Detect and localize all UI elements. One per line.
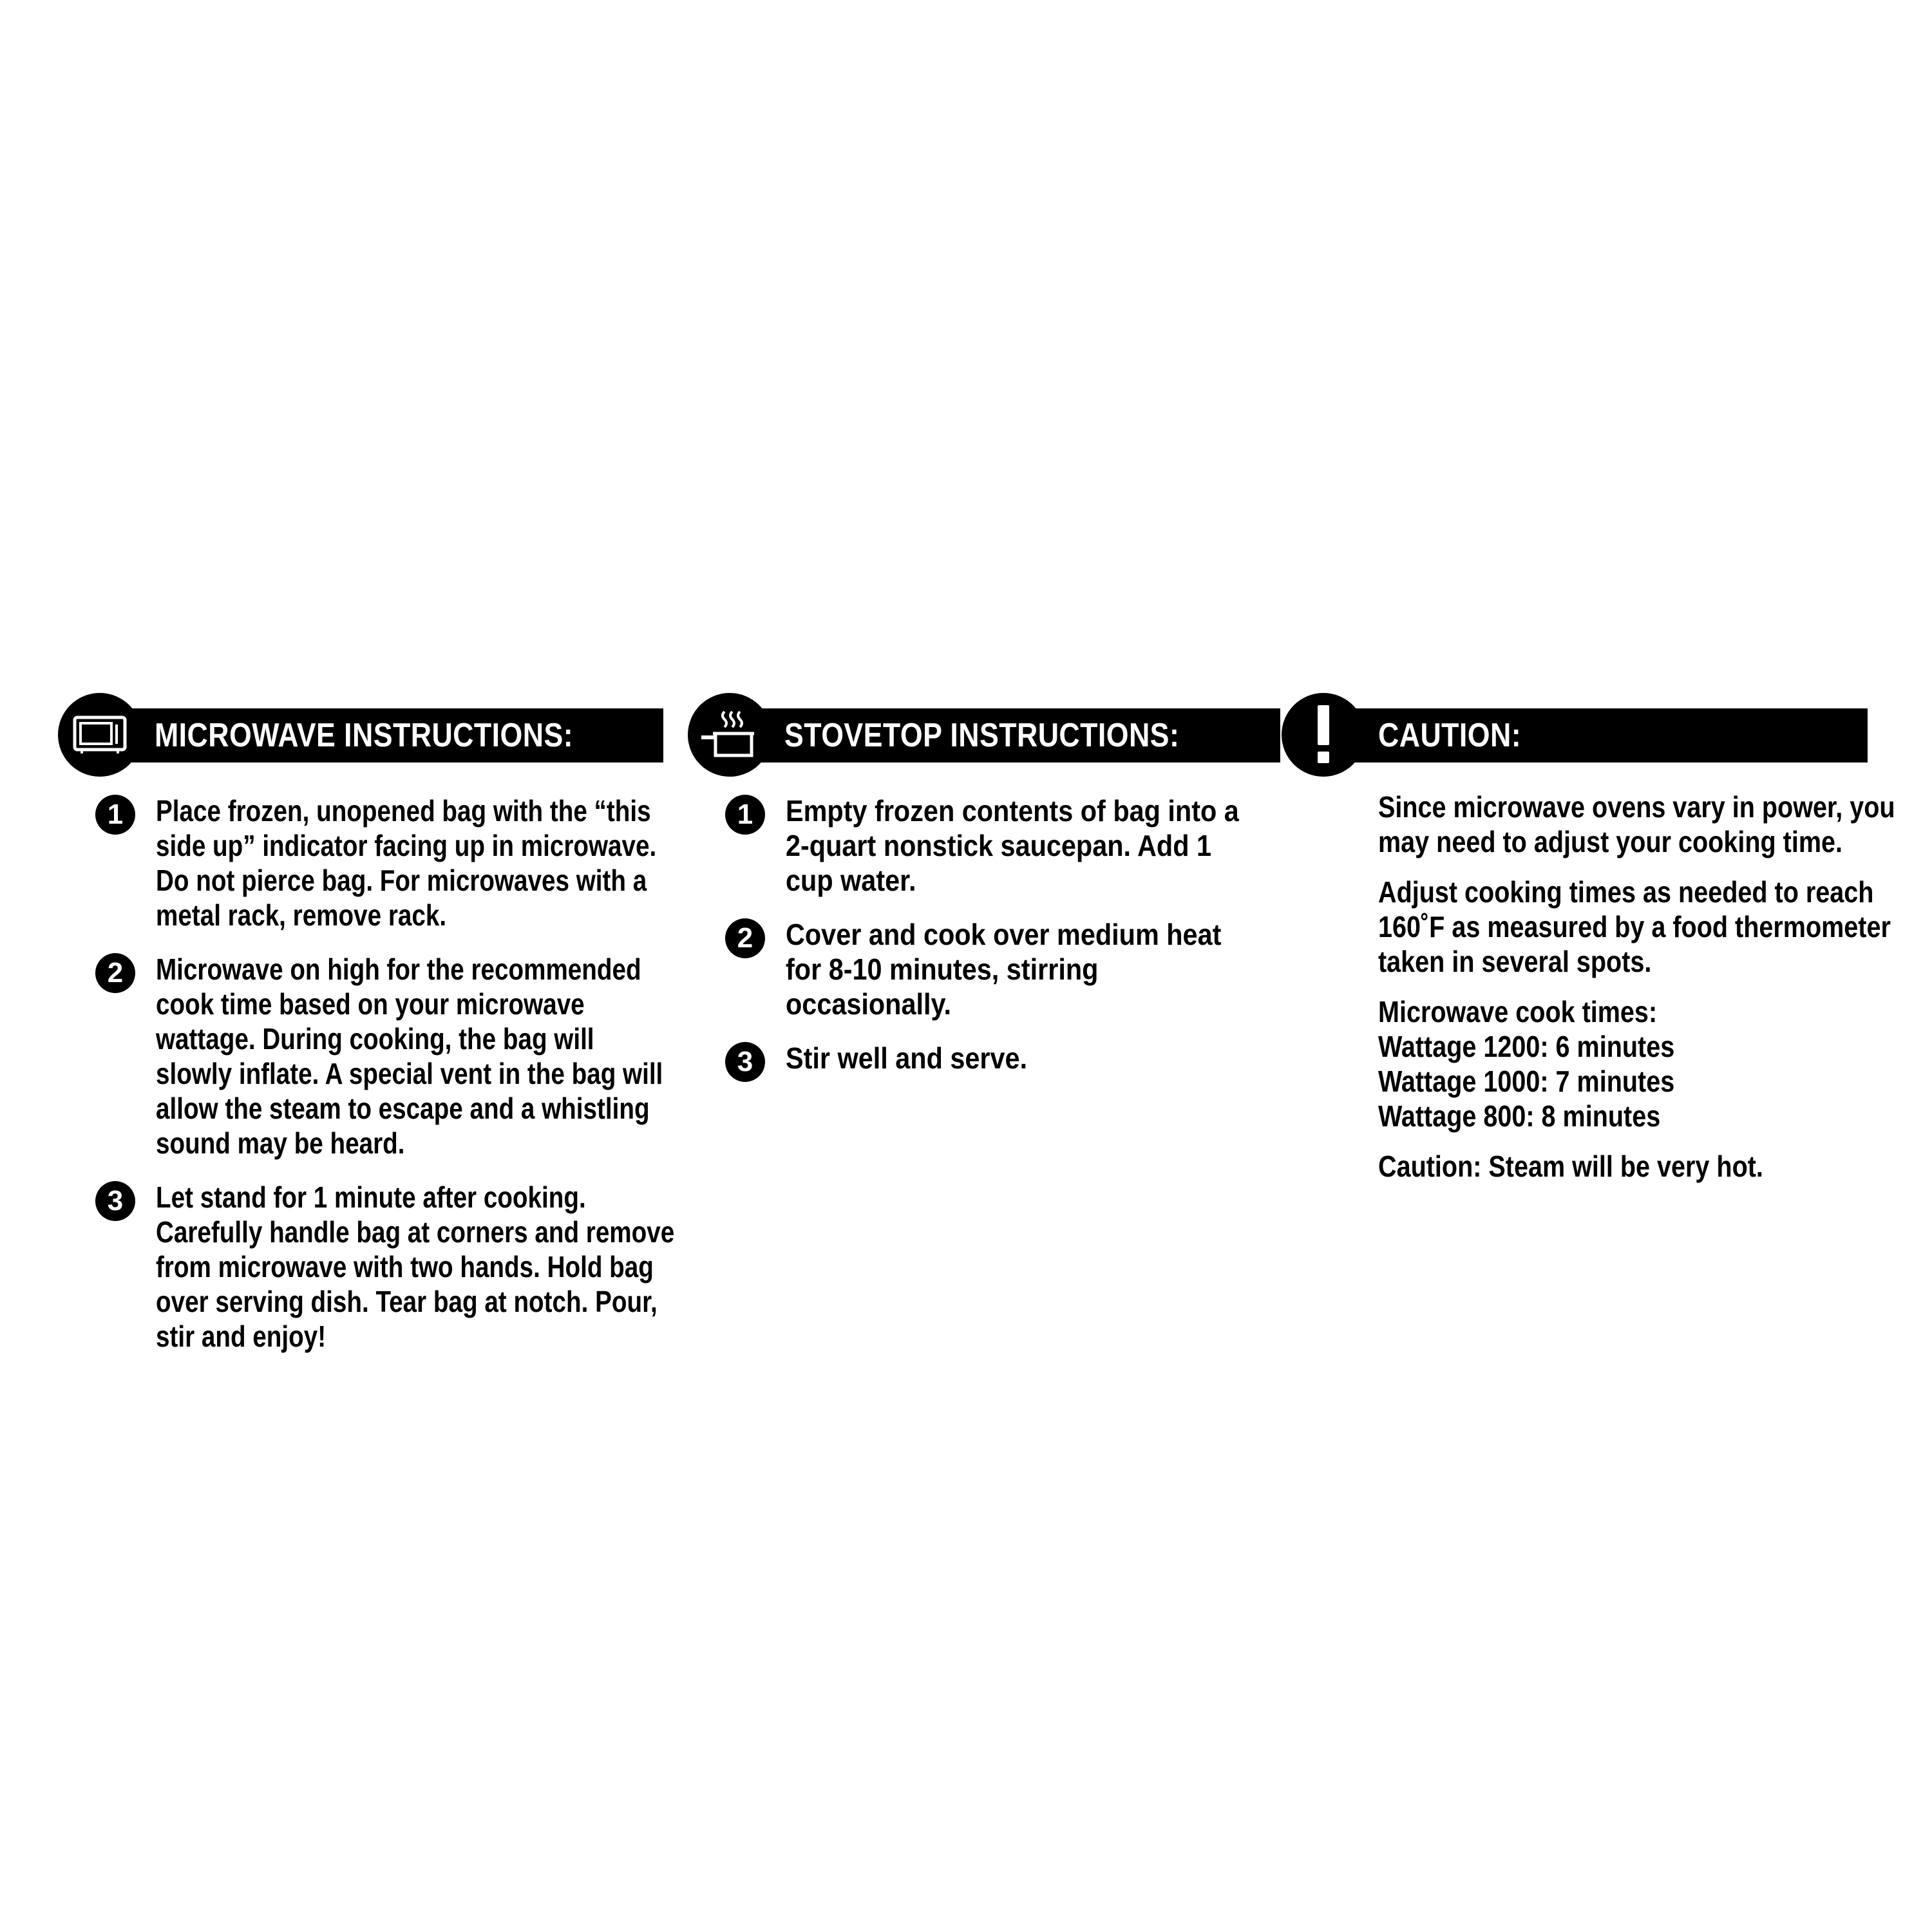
exclamation-icon-badge xyxy=(1282,693,1365,777)
step-number-badge: 3 xyxy=(725,1042,765,1082)
stovetop-steps-list xyxy=(688,793,1280,1095)
step-number-badge: 3 xyxy=(95,1181,135,1221)
microwave-steps-list xyxy=(58,793,689,1373)
step-text: Microwave on high for the recommended cook time based on your microwave wattage. During cooking, the bag will slowly inflate. A special vent in the bag will allow the steam to escape and a whistling sound may be heard. xyxy=(156,952,663,1160)
cook-time-row: Wattage 1000: 7 minutes xyxy=(1378,1065,1675,1098)
caution-paragraph-power: Since microwave ovens vary in power, you may need to adjust your cooking time. xyxy=(1378,790,1895,858)
microwave-header xyxy=(58,693,689,777)
saucepan-icon xyxy=(699,709,761,761)
cook-time-row: Wattage 800: 8 minutes xyxy=(1378,1099,1661,1133)
microwave-step-1 xyxy=(58,793,689,933)
step-number-badge: 2 xyxy=(95,953,135,993)
microwave-cook-times xyxy=(1378,994,1910,1133)
saucepan-icon-badge xyxy=(688,693,772,777)
microwave-icon xyxy=(73,715,127,754)
exclamation-icon xyxy=(1311,703,1336,767)
step-number-badge: 1 xyxy=(95,795,135,835)
step-text: Stir well and serve. xyxy=(786,1041,1028,1075)
microwave-icon-badge xyxy=(58,693,142,777)
stovetop-title: STOVETOP INSTRUCTIONS: xyxy=(784,717,1180,754)
step-text: Empty frozen contents of bag into a 2-quart nonstick saucepan. Add 1 cup water. xyxy=(786,794,1239,897)
cook-times-heading: Microwave cook times: xyxy=(1378,995,1658,1028)
caution-section xyxy=(1282,693,1900,1183)
step-text: Let stand for 1 minute after cooking. Carefully handle bag at corners and remove from microwave with two hands. Hold bag over serving dish. Tear bag at notch. Pour, stir and enjoy! xyxy=(156,1180,675,1353)
step-text: Place frozen, unopened bag with the “this side up” indicator facing up in microwave. Do not pierce bag. For microwaves with a metal rack, remove rack. xyxy=(156,794,657,932)
step-number-badge: 1 xyxy=(725,795,765,835)
caution-paragraph-temperature: Adjust cooking times as needed to reach 160˚F as measured by a food thermometer taken in several spots. xyxy=(1378,875,1891,978)
stovetop-step-1 xyxy=(688,793,1280,898)
stovetop-header xyxy=(688,693,1280,777)
microwave-instructions-section xyxy=(58,693,689,1353)
stovetop-step-3 xyxy=(688,1041,1280,1075)
caution-header xyxy=(1282,693,1900,777)
caution-title: CAUTION: xyxy=(1378,717,1522,754)
caution-body xyxy=(1378,790,1910,1199)
microwave-title: MICROWAVE INSTRUCTIONS: xyxy=(155,717,574,754)
stovetop-instructions-section xyxy=(688,693,1280,1077)
caution-final-note: Caution: Steam will be very hot. xyxy=(1378,1150,1763,1183)
cook-time-row: Wattage 1200: 6 minutes xyxy=(1378,1030,1675,1063)
step-text: Cover and cook over medium heat for 8-10 minutes, stirring occasionally. xyxy=(786,918,1222,1021)
microwave-step-3 xyxy=(58,1180,689,1354)
microwave-step-2 xyxy=(58,952,689,1160)
step-number-badge: 2 xyxy=(725,918,765,958)
stovetop-step-2 xyxy=(688,917,1280,1021)
